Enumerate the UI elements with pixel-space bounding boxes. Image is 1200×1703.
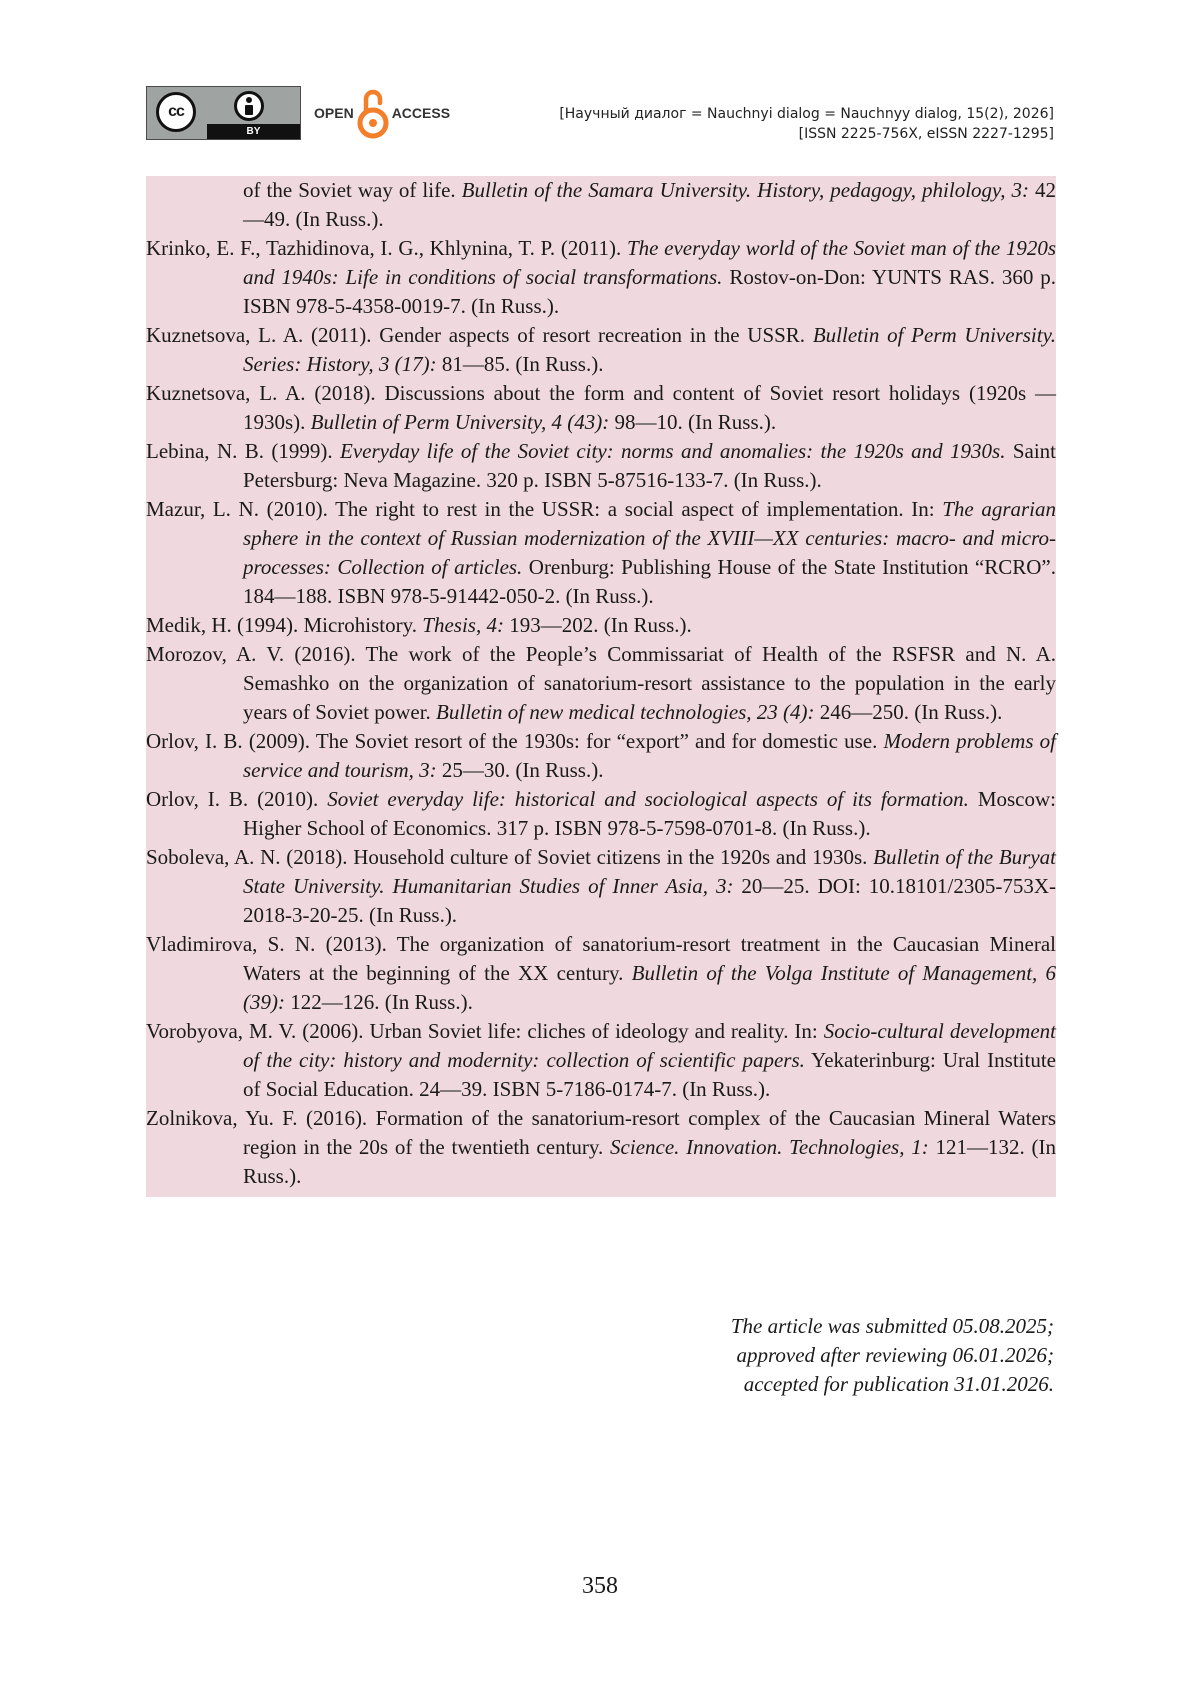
reference-entry	[146, 611, 1056, 640]
reference-italic: Everyday life of the Soviet city: norms and anomalies: the 1920s and 1930s.	[340, 439, 1006, 463]
reference-rest-pre: 122—126. (In Russ.).	[284, 990, 473, 1014]
reference-italic: Bulletin of Perm University. Series: History, 3 (17):	[243, 323, 1056, 376]
reference-rest-pre: Saint Petersburg: Neva Magazine. 320 p. ISBN 5-87516-133-7. (In Russ.).	[243, 439, 1057, 492]
reference-rest-italic: Bulletin of the Samara University. History, pedagogy, philology, 3:	[461, 178, 1029, 202]
submitted-date: The article was submitted 05.08.2025;	[730, 1314, 1054, 1338]
reference-entry	[146, 843, 1056, 930]
reference-italic: Thesis, 4:	[422, 613, 504, 637]
issn-line: [ISSN 2225-756X, eISSN 2227-1295]	[798, 126, 1054, 142]
reference-entry	[146, 437, 1056, 495]
journal-header	[559, 104, 1054, 144]
reference-rest-pre: Rostov-on-Don: YUNTS RAS. 360 p. ISBN 978-5-4358-0019-7. (In Russ.).	[243, 265, 1057, 318]
reference-rest-pre: 193—202. (In Russ.).	[503, 613, 692, 637]
reference-italic: Modern problems of service and tourism, 3:	[243, 729, 1056, 782]
reference-rest-pre: Moscow: Higher School of Economics. 317 p. ISBN 978-5-7598-0701-8. (In Russ.).	[243, 787, 1056, 840]
reference-plain: Vladimirova, S. N. (2013). The organization of sanatorium-resort treatment in the Caucasian Mineral Waters at the beginning of the XX century.	[146, 932, 1056, 985]
reference-italic: Socio-cultural development of the city: history and modernity: collection of scientific papers.	[243, 1019, 1056, 1072]
open-access-right-text: ACCESS	[391, 105, 451, 121]
submission-dates	[731, 1312, 1054, 1399]
reference-plain: Vorobyova, M. V. (2006). Urban Soviet life: cliches of ideology and reality. In:	[146, 1019, 824, 1043]
open-access-lock-icon	[357, 87, 389, 139]
reference-entry	[146, 234, 1056, 321]
reference-italic: The everyday world of the Soviet man of the 1920s and 1940s: Life in conditions of social transformations.	[243, 236, 1057, 289]
reference-rest-pre: 121—132. (In Russ.).	[243, 1135, 1056, 1188]
reference-entry	[146, 930, 1056, 1017]
reference-plain: Medik, H. (1994). Microhistory.	[146, 613, 423, 637]
reference-plain: Lebina, N. B. (1999).	[146, 439, 341, 463]
reference-rest-pre: of the Soviet way of life.	[243, 178, 462, 202]
references-list	[146, 176, 1056, 1197]
reference-plain: Orlov, I. B. (2009). The Soviet resort of the 1930s: for “export” and for domestic use.	[146, 729, 884, 753]
reference-italic: Bulletin of new medical technologies, 23 (4):	[436, 700, 815, 724]
reference-entry	[146, 379, 1056, 437]
reference-entry	[146, 495, 1056, 611]
reference-italic: Soviet everyday life: historical and sociological aspects of its formation.	[327, 787, 969, 811]
reference-italic: The agrarian sphere in the context of Russian modernization of the XVIII—XX centuries: macro- and micro-processes: Collection of articles.	[243, 497, 1056, 579]
cc-icon: cc	[156, 92, 196, 132]
reference-rest-pre: Orenburg: Publishing House of the State Institution “RCRO”. 184—188. ISBN 978-5-91442-050-2. (In Russ.).	[243, 555, 1056, 608]
reference-entry	[146, 640, 1056, 727]
reference-rest-pre: 25—30. (In Russ.).	[436, 758, 604, 782]
journal-citation-line: [Научный диалог = Nauchnyi dialog = Nauchnyy dialog, 15(2), 2026]	[559, 106, 1054, 122]
cc-by-license-badge[interactable]	[146, 86, 301, 140]
reference-entry	[146, 321, 1056, 379]
reference-rest-post: 42—49. (In Russ.).	[243, 178, 1057, 231]
open-access-left-text: OPEN	[314, 105, 354, 121]
reference-plain: Soboleva, A. N. (2018). Household culture of Soviet citizens in the 1920s and 1930s.	[146, 845, 874, 869]
reference-entry	[146, 176, 1056, 234]
reference-plain: Kuznetsova, L. A. (2011). Gender aspects of resort recreation in the USSR.	[146, 323, 813, 347]
reference-entry	[146, 785, 1056, 843]
reference-italic: Bulletin of the Buryat State University. Humanitarian Studies of Inner Asia, 3:	[243, 845, 1056, 898]
reference-rest-pre: 246—250. (In Russ.).	[814, 700, 1003, 724]
reference-italic: Bulletin of the Volga Institute of Management, 6 (39):	[243, 961, 1056, 1014]
accepted-date: accepted for publication 31.01.2026.	[743, 1372, 1054, 1396]
reference-rest-pre: Yekaterinburg: Ural Institute of Social Education. 24—39. ISBN 5-7186-0174-7. (In Russ.).	[243, 1048, 1056, 1101]
reference-plain: Orlov, I. B. (2010).	[146, 787, 328, 811]
page-number: 358	[582, 1573, 618, 1599]
reference-entry	[146, 1017, 1056, 1104]
reference-entry	[146, 727, 1056, 785]
reference-rest-pre: 20—25. DOI: 10.18101/2305-753X-2018-3-20-25. (In Russ.).	[243, 874, 1056, 927]
approved-date: approved after reviewing 06.01.2026;	[736, 1343, 1054, 1367]
reference-plain: Morozov, A. V. (2016). The work of the People’s Commissariat of Health of the RSFSR and N. A. Semashko on the organization of sanatorium-resort assistance to the population in the early years of Soviet power.	[146, 642, 1056, 724]
reference-italic: Science. Innovation. Technologies, 1:	[610, 1135, 929, 1159]
reference-rest-pre: 98—10. (In Russ.).	[609, 410, 777, 434]
reference-plain: Zolnikova, Yu. F. (2016). Formation of the sanatorium-resort complex of the Caucasian Mineral Waters region in the 20s of the twentieth century.	[146, 1106, 1056, 1159]
attribution-icon	[234, 91, 264, 121]
by-label: BY	[207, 124, 300, 139]
reference-italic: Bulletin of Perm University, 4 (43):	[310, 410, 610, 434]
reference-entry	[146, 1104, 1056, 1191]
reference-rest-pre: 81—85. (In Russ.).	[436, 352, 604, 376]
open-access-logo	[314, 86, 450, 140]
reference-plain: Kuznetsova, L. A. (2018). Discussions about the form and content of Soviet resort holidays (1920s — 1930s).	[146, 381, 1056, 434]
reference-plain: Krinko, E. F., Tazhidinova, I. G., Khlynina, T. P. (2011).	[146, 236, 627, 260]
reference-plain: Mazur, L. N. (2010). The right to rest in the USSR: a social aspect of implementation. In:	[146, 497, 943, 521]
